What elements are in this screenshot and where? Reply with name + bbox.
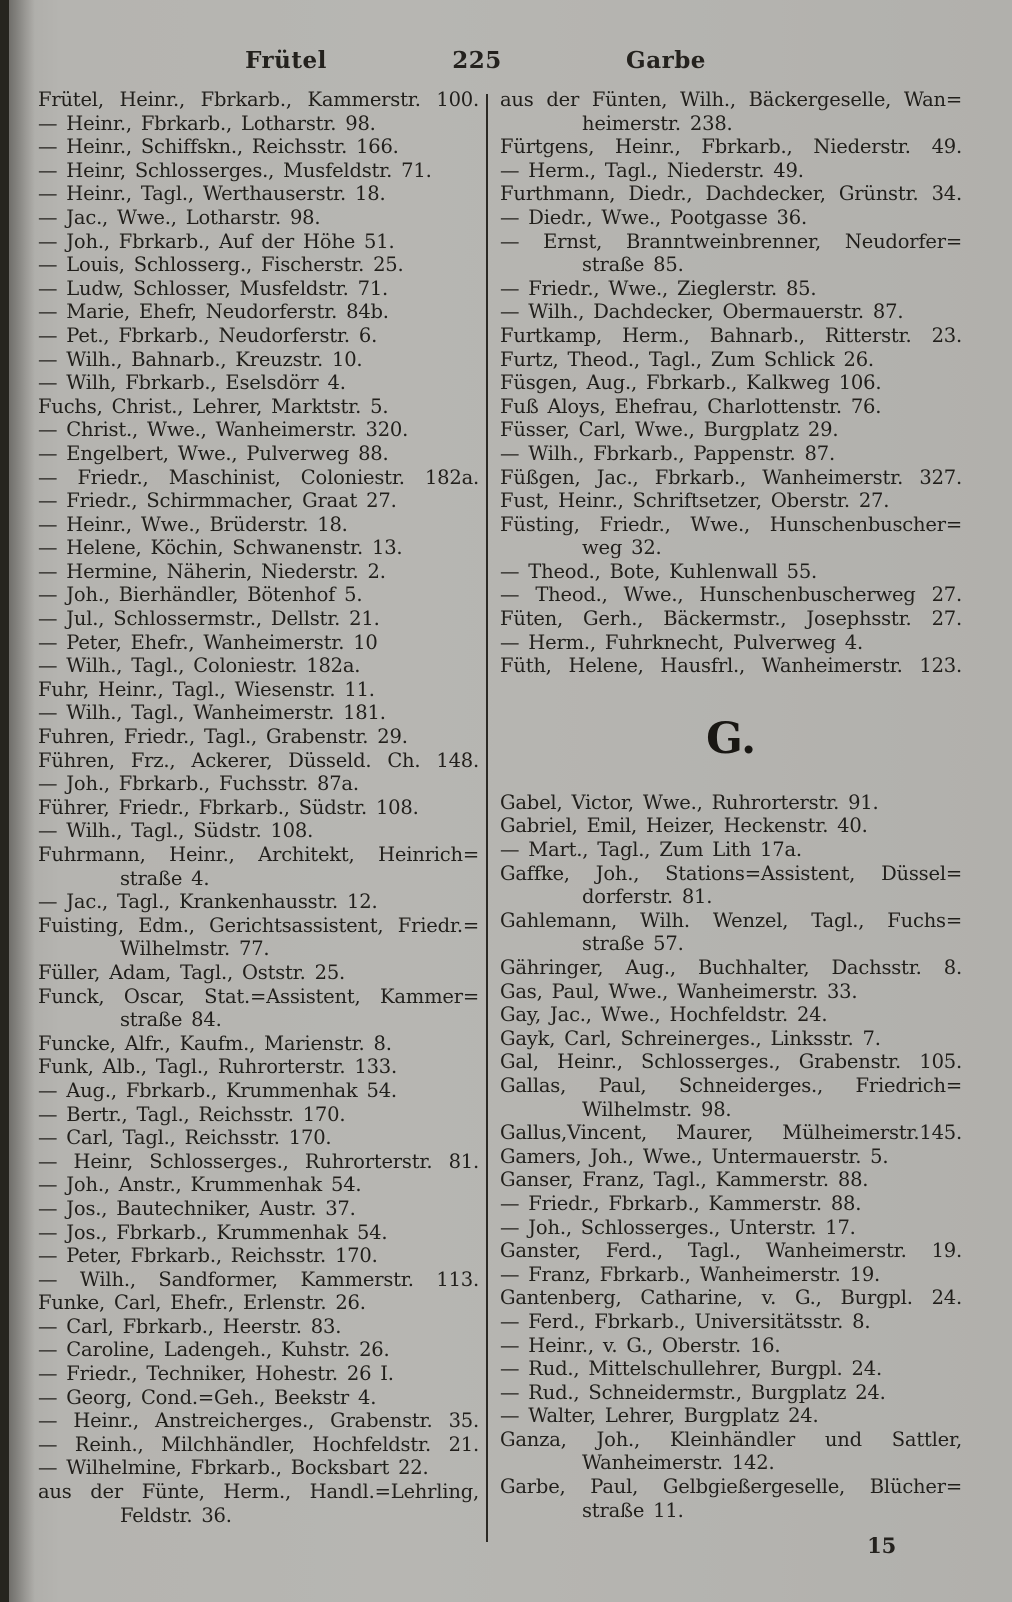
directory-entry-line: — Joh., Bierhändler, Bötenhof 5. — [38, 583, 363, 607]
directory-entry-line: Fuchs, Christ., Lehrer, Marktstr. 5. — [38, 394, 389, 418]
directory-entry-line: Füth, Helene, Hausfrl., Wanheimerstr. 123. — [500, 654, 962, 678]
directory-entry-line: — Herm., Fuhrknecht, Pulverweg 4. — [500, 630, 863, 654]
header-left-keyword: Frütel — [245, 47, 327, 74]
directory-entry-line: — Jac., Wwe., Lotharstr. 98. — [38, 205, 321, 229]
right-column — [500, 88, 962, 1558]
directory-entry-line: Gayk, Carl, Schreinerges., Linksstr. 7. — [500, 1026, 881, 1050]
directory-entry-line: Funck, Oscar, Stat.=Assistent, Kammer= — [38, 984, 479, 1008]
directory-entry-line: — Friedr., Schirmmacher, Graat 27. — [38, 489, 397, 513]
directory-entry-line: Gaffke, Joh., Stations=Assistent, Düssel= — [500, 861, 962, 885]
directory-entry-line: Fuß Aloys, Ehefrau, Charlottenstr. 76. — [500, 394, 882, 418]
directory-entry-line: — Ludw, Schlosser, Musfeldstr. 71. — [38, 276, 389, 300]
directory-entry-line: Führer, Friedr., Fbrkarb., Südstr. 108. — [38, 795, 419, 819]
directory-entry-line: — Marie, Ehefr, Neudorferstr. 84b. — [38, 300, 389, 324]
directory-entry-line: Furtz, Theod., Tagl., Zum Schlick 26. — [500, 347, 874, 371]
directory-entry-line: — Heinr., v. G., Oberstr. 16. — [500, 1333, 781, 1357]
directory-entry-line: Ganser, Franz, Tagl., Kammerstr. 88. — [500, 1168, 869, 1192]
directory-entry-line: — Jac., Tagl., Krankenhausstr. 12. — [38, 890, 378, 914]
directory-entry-line: — Theod., Wwe., Hunschenbuscherweg 27. — [500, 583, 962, 607]
directory-entry-line: Funk, Alb., Tagl., Ruhrorterstr. 133. — [38, 1055, 398, 1079]
directory-entry-line: — Joh., Anstr., Krummenhak 54. — [38, 1173, 362, 1197]
directory-entry-line: — Heinr., Fbrkarb., Lotharstr. 98. — [38, 111, 376, 135]
directory-entry-line: — Bertr., Tagl., Reichsstr. 170. — [38, 1102, 346, 1126]
directory-entry-line: aus der Fünten, Wilh., Bäckergeselle, Wan= — [500, 88, 962, 111]
header-right-keyword: Garbe — [626, 47, 706, 74]
directory-entry-line: Wanheimerstr. 142. — [582, 1451, 775, 1475]
directory-entry-line: Gas, Paul, Wwe., Wanheimerstr. 33. — [500, 979, 858, 1003]
directory-entry-line: — Hermine, Näherin, Niederstr. 2. — [38, 559, 386, 583]
directory-entry-line: Fürtgens, Heinr., Fbrkarb., Niederstr. 49. — [500, 135, 962, 159]
directory-entry-line: — Jos., Bautechniker, Austr. 37. — [38, 1196, 356, 1220]
directory-entry-line: — Friedr., Wwe., Zieglerstr. 85. — [500, 276, 817, 300]
directory-entry-line: — Herm., Tagl., Niederstr. 49. — [500, 158, 804, 182]
footer-sheet-number: 15 — [867, 1533, 896, 1559]
left-column — [38, 88, 479, 1527]
directory-entry-line: — Diedr., Wwe., Pootgasse 36. — [500, 205, 807, 229]
directory-entry-line: Füsser, Carl, Wwe., Burgplatz 29. — [500, 418, 839, 442]
directory-entry-line: — Wilh., Bahnarb., Kreuzstr. 10. — [38, 347, 363, 371]
directory-entry-line: heimerstr. 238. — [582, 111, 733, 135]
directory-entry-line: — Wilh, Fbrkarb., Eselsdörr 4. — [38, 371, 346, 395]
directory-entry-line: straße 85. — [582, 253, 684, 277]
directory-entry-line: — Reinh., Milchhändler, Hochfeldstr. 21. — [38, 1432, 479, 1456]
directory-entry-line: — Joh., Schlosserges., Unterstr. 17. — [500, 1215, 856, 1239]
directory-entry-line: Funcke, Alfr., Kaufm., Marienstr. 8. — [38, 1031, 392, 1055]
directory-entry-line: Gal, Heinr., Schlosserges., Grabenstr. 105. — [500, 1050, 962, 1074]
directory-entry-line: — Heinr., Schiffskn., Reichsstr. 166. — [38, 135, 399, 159]
directory-entry-line: Furthmann, Diedr., Dachdecker, Grünstr. 34. — [500, 182, 962, 206]
directory-entry-line: Fuisting, Edm., Gerichtsassistent, Friedr.= — [38, 913, 479, 937]
directory-entry-line: weg 32. — [582, 536, 662, 560]
directory-entry-line: — Helene, Köchin, Schwanenstr. 13. — [38, 536, 403, 560]
directory-entry-line: — Friedr., Fbrkarb., Kammerstr. 88. — [500, 1191, 862, 1215]
directory-entry-line: — Rud., Mittelschullehrer, Burgpl. 24. — [500, 1357, 882, 1381]
directory-entry-line: — Wilh., Tagl., Wanheimerstr. 181. — [38, 701, 386, 725]
directory-entry-line: — Georg, Cond.=Geh., Beekstr 4. — [38, 1385, 377, 1409]
directory-entry-line: — Peter, Fbrkarb., Reichsstr. 170. — [38, 1244, 378, 1268]
page-gutter-shadow — [0, 0, 9, 1602]
directory-entry-line: — Heinr, Schlosserges., Ruhrorterstr. 81. — [38, 1149, 479, 1173]
directory-entry-line: aus der Fünte, Herm., Handl.=Lehrling, — [38, 1480, 479, 1504]
directory-entry-line: — Franz, Fbrkarb., Wanheimerstr. 19. — [500, 1262, 881, 1286]
directory-entry-line: — Engelbert, Wwe., Pulverweg 88. — [38, 441, 389, 465]
directory-entry-line: — Pet., Fbrkarb., Neudorferstr. 6. — [38, 323, 378, 347]
directory-entry-line: Gabriel, Emil, Heizer, Heckenstr. 40. — [500, 814, 868, 838]
right-column-g-entries — [500, 791, 962, 1522]
directory-entry-line: Gantenberg, Catharine, v. G., Burgpl. 24. — [500, 1286, 962, 1310]
directory-entry-line: Gabel, Victor, Wwe., Ruhrorterstr. 91. — [500, 790, 879, 814]
directory-entry-line: — Jos., Fbrkarb., Krummenhak 54. — [38, 1220, 388, 1244]
directory-entry-line: Garbe, Paul, Gelbgießergeselle, Blücher= — [500, 1475, 962, 1499]
section-header-g: G. — [706, 713, 756, 764]
directory-entry-line: — Carl, Fbrkarb., Heerstr. 83. — [38, 1314, 342, 1338]
directory-entry-line: — Heinr., Wwe., Brüderstr. 18. — [38, 512, 348, 536]
header-page-number: 225 — [452, 47, 502, 74]
directory-entry-line: — Theod., Bote, Kuhlenwall 55. — [500, 559, 818, 583]
directory-entry-line: Ganster, Ferd., Tagl., Wanheimerstr. 19. — [500, 1239, 962, 1263]
directory-entry-line: — Louis, Schlosserg., Fischerstr. 25. — [38, 253, 404, 277]
directory-entry-line: dorferstr. 81. — [582, 885, 713, 909]
directory-entry-line: Ganza, Joh., Kleinhändler und Sattler, — [500, 1427, 962, 1451]
directory-entry-line: Fuhren, Friedr., Tagl., Grabenstr. 29. — [38, 725, 408, 749]
directory-entry-line: — Wilh., Fbrkarb., Pappenstr. 87. — [500, 441, 835, 465]
directory-entry-line: — Wilh., Tagl., Südstr. 108. — [38, 819, 314, 843]
directory-entry-line: — Heinr., Tagl., Werthauserstr. 18. — [38, 182, 386, 206]
directory-entry-line: Gay, Jac., Wwe., Hochfeldstr. 24. — [500, 1003, 828, 1027]
directory-entry-line: Gähringer, Aug., Buchhalter, Dachsstr. 8. — [500, 956, 962, 979]
directory-entry-line: — Wilh., Sandformer, Kammerstr. 113. — [38, 1267, 479, 1291]
directory-entry-line: straße 4. — [120, 866, 210, 890]
directory-entry-line: Füller, Adam, Tagl., Oststr. 25. — [38, 960, 346, 984]
directory-entry-line: Füsting, Friedr., Wwe., Hunschenbuscher= — [500, 512, 962, 536]
directory-entry-line: — Walter, Lehrer, Burgplatz 24. — [500, 1404, 819, 1428]
directory-entry-line: — Friedr., Techniker, Hohestr. 26 I. — [38, 1362, 394, 1386]
directory-entry-line: Funke, Carl, Ehefr., Erlenstr. 26. — [38, 1291, 366, 1315]
directory-entry-line: — Peter, Ehefr., Wanheimerstr. 10 — [38, 630, 378, 654]
directory-entry-line: Gahlemann, Wilh. Wenzel, Tagl., Fuchs= — [500, 908, 962, 932]
directory-entry-line: — Ernst, Branntweinbrenner, Neudorfer= — [500, 229, 962, 253]
directory-entry-line: — Jul., Schlossermstr., Dellstr. 21. — [38, 607, 380, 631]
directory-entry-line: — Mart., Tagl., Zum Lith 17a. — [500, 838, 802, 862]
directory-entry-line: Fuhr, Heinr., Tagl., Wiesenstr. 11. — [38, 677, 375, 701]
page-gutter-gradient — [9, 0, 35, 1602]
directory-entry-line: Gallas, Paul, Schneiderges., Friedrich= — [500, 1073, 962, 1097]
directory-entry-line: — Heinr, Schlosserges., Musfeldstr. 71. — [38, 158, 432, 182]
directory-entry-line: — Rud., Schneidermstr., Burgplatz 24. — [500, 1380, 886, 1404]
directory-entry-line: — Joh., Fbrkarb., Fuchsstr. 87a. — [38, 772, 359, 796]
directory-entry-line: straße 84. — [120, 1008, 222, 1032]
directory-entry-line: — Ferd., Fbrkarb., Universitätsstr. 8. — [500, 1309, 871, 1333]
directory-entry-line: Gamers, Joh., Wwe., Untermauerstr. 5. — [500, 1144, 889, 1168]
directory-entry-line: Führen, Frz., Ackerer, Düsseld. Ch. 148. — [38, 748, 479, 772]
directory-entry-line: — Christ., Wwe., Wanheimerstr. 320. — [38, 418, 409, 442]
directory-entry-line: — Wilh., Tagl., Coloniestr. 182a. — [38, 654, 361, 678]
directory-entry-line: Wilhelmstr. 77. — [120, 937, 270, 961]
directory-entry-line: — Caroline, Ladengeh., Kuhstr. 26. — [38, 1338, 390, 1362]
directory-entry-line: — Wilhelmine, Fbrkarb., Bocksbart 22. — [38, 1456, 429, 1480]
directory-entry-line: — Wilh., Dachdecker, Obermauerstr. 87. — [500, 300, 904, 324]
directory-entry-line: — Friedr., Maschinist, Coloniestr. 182a. — [38, 465, 479, 489]
directory-entry-line: — Carl, Tagl., Reichsstr. 170. — [38, 1126, 332, 1150]
column-divider — [486, 94, 488, 1542]
directory-entry-line: Fuhrmann, Heinr., Architekt, Heinrich= — [38, 843, 479, 866]
directory-entry-line: Furtkamp, Herm., Bahnarb., Ritterstr. 23. — [500, 323, 962, 347]
directory-entry-line: Gallus,Vincent, Maurer, Mülheimerstr.145. — [500, 1121, 962, 1145]
directory-entry-line: Wilhelmstr. 98. — [582, 1097, 732, 1121]
directory-entry-line: Füßgen, Jac., Fbrkarb., Wanheimerstr. 327. — [500, 465, 962, 489]
directory-entry-line: Fust, Heinr., Schriftsetzer, Oberstr. 27. — [500, 489, 890, 513]
directory-entry-line: Füsgen, Aug., Fbrkarb., Kalkweg 106. — [500, 371, 882, 395]
right-column-f-entries — [500, 88, 962, 678]
directory-entry-line: Feldstr. 36. — [120, 1503, 232, 1527]
directory-entry-line: — Aug., Fbrkarb., Krummenhak 54. — [38, 1078, 397, 1102]
directory-entry-line: Füten, Gerh., Bäckermstr., Josephsstr. 27. — [500, 607, 962, 631]
directory-entry-line: straße 11. — [582, 1498, 684, 1522]
directory-entry-line: straße 57. — [582, 932, 684, 956]
directory-entry-line: — Joh., Fbrkarb., Auf der Höhe 51. — [38, 229, 395, 253]
directory-entry-line: Frütel, Heinr., Fbrkarb., Kammerstr. 100. — [38, 88, 479, 111]
directory-entry-line: — Heinr., Anstreicherges., Grabenstr. 35. — [38, 1409, 479, 1433]
